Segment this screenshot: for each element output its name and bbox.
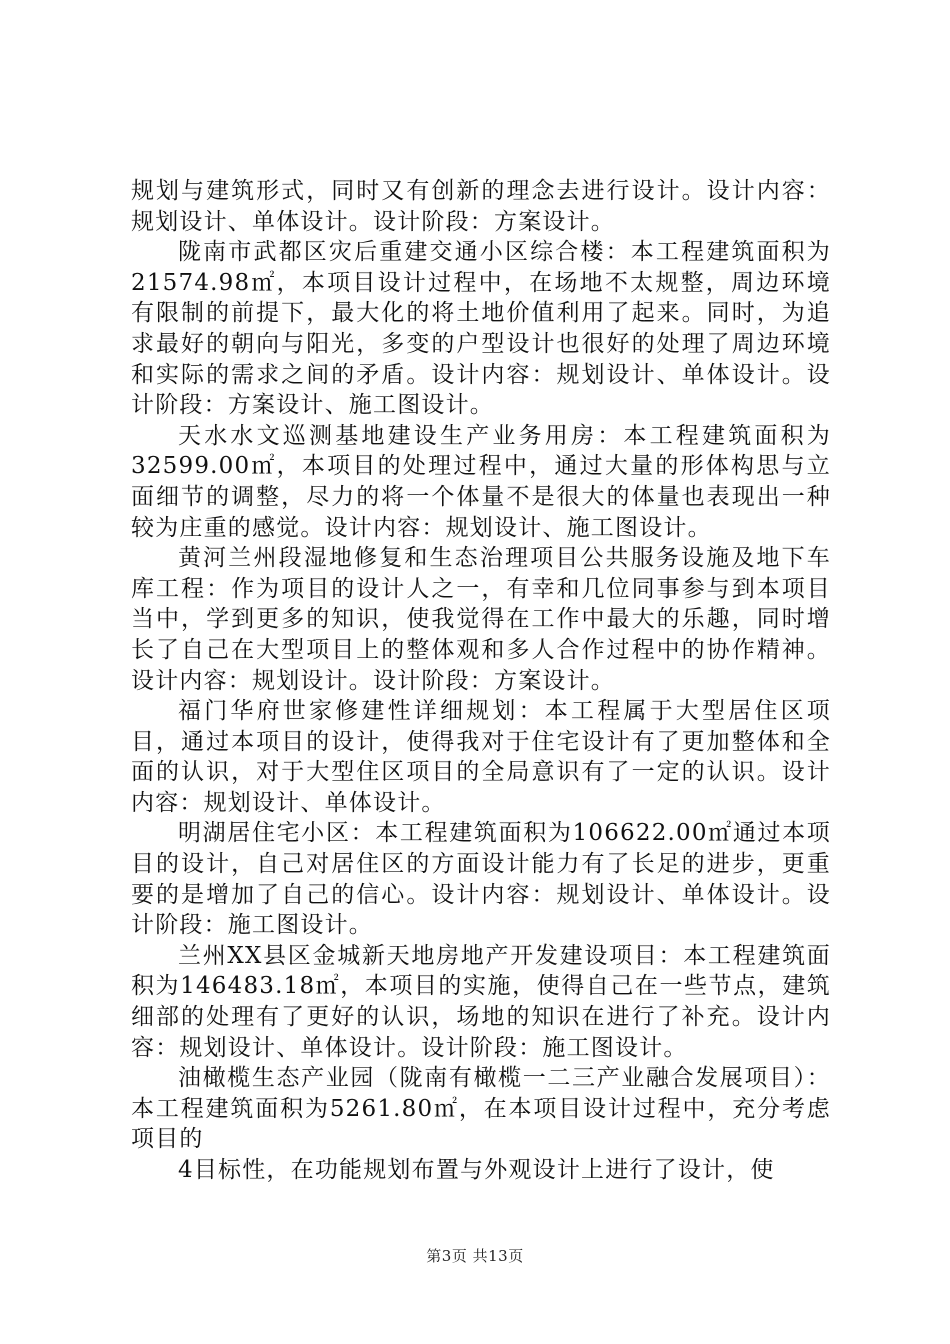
paragraph-minghu-residential: 明湖居住宅小区：本工程建筑面积为106622.00㎡通过本项目的设计，自己对居住区的方面设计能力有了长足的进步，更重要的是增加了自己的信心。设计内容：规划设计、单体设计。设计阶段：施工图设计。 (131, 820, 831, 939)
document-body (131, 176, 831, 1186)
paragraph-tianshui-hydrology-base: 天水水文巡测基地建设生产业务用房：本工程建筑面积为32599.00㎡，本项目的处理过程中，通过大量的形体构思与立面细节的调整，尽力的将一个体量不是很大的体量也表现出一种较为庄重的感觉。设计内容：规划设计、施工图设计。 (131, 422, 831, 541)
paragraph-fumen-huafu-plan: 福门华府世家修建性详细规划：本工程属于大型居住区项目，通过本项目的设计，使得我对于住宅设计有了更加整体和全面的认识，对于大型住区项目的全局意识有了一定的认识。设计内容：规划设计、单体设计。 (131, 698, 831, 816)
paragraph-continuation: 4目标性，在功能规划布置与外观设计上进行了设计，使 (178, 1157, 775, 1183)
paragraph-olive-industrial-park: 油橄榄生态产业园（陇南有橄榄一二三产业融合发展项目）：本工程建筑面积为5261.80㎡，在本项目设计过程中，充分考虑项目的 (131, 1065, 831, 1153)
page-number-footer: 第3页 共13页 (426, 1247, 524, 1265)
paragraph-jincheng-xintiandi: 兰州XX县区金城新天地房地产开发建设项目：本工程建筑面积为146483.18㎡，本项目的实施，使得自己在一些节点，建筑细部的处理有了更好的认识，场地的知识在进行了补充。设计内容：规划设计、单体设计。设计阶段：施工图设计。 (131, 942, 831, 1061)
paragraph-design-summary: 规划与建筑形式，同时又有创新的理念去进行设计。设计内容：规划设计、单体设计。设计阶段：方案设计。 (131, 178, 831, 235)
paragraph-yellow-river-wetland: 黄河兰州段湿地修复和生态治理项目公共服务设施及地下车库工程：作为项目的设计人之一，有幸和几位同事参与到本项目当中，学到更多的知识，使我觉得在工作中最大的乐趣，同时增长了自己在大型项目上的整体观和多人合作过程中的协作精神。设计内容：规划设计。设计阶段：方案设计。 (131, 545, 831, 694)
paragraph-longnan-wudu-complex: 陇南市武都区灾后重建交通小区综合楼：本工程建筑面积为21574.98㎡，本项目设计过程中，在场地不太规整，周边环境有限制的前提下，最大化的将土地价值利用了起来。同时，为追求最好的朝向与阳光，多变的户型设计也很好的处理了周边环境和实际的需求之间的矛盾。设计内容：规划设计、单体设计。设计阶段：方案设计、施工图设计。 (131, 239, 831, 419)
